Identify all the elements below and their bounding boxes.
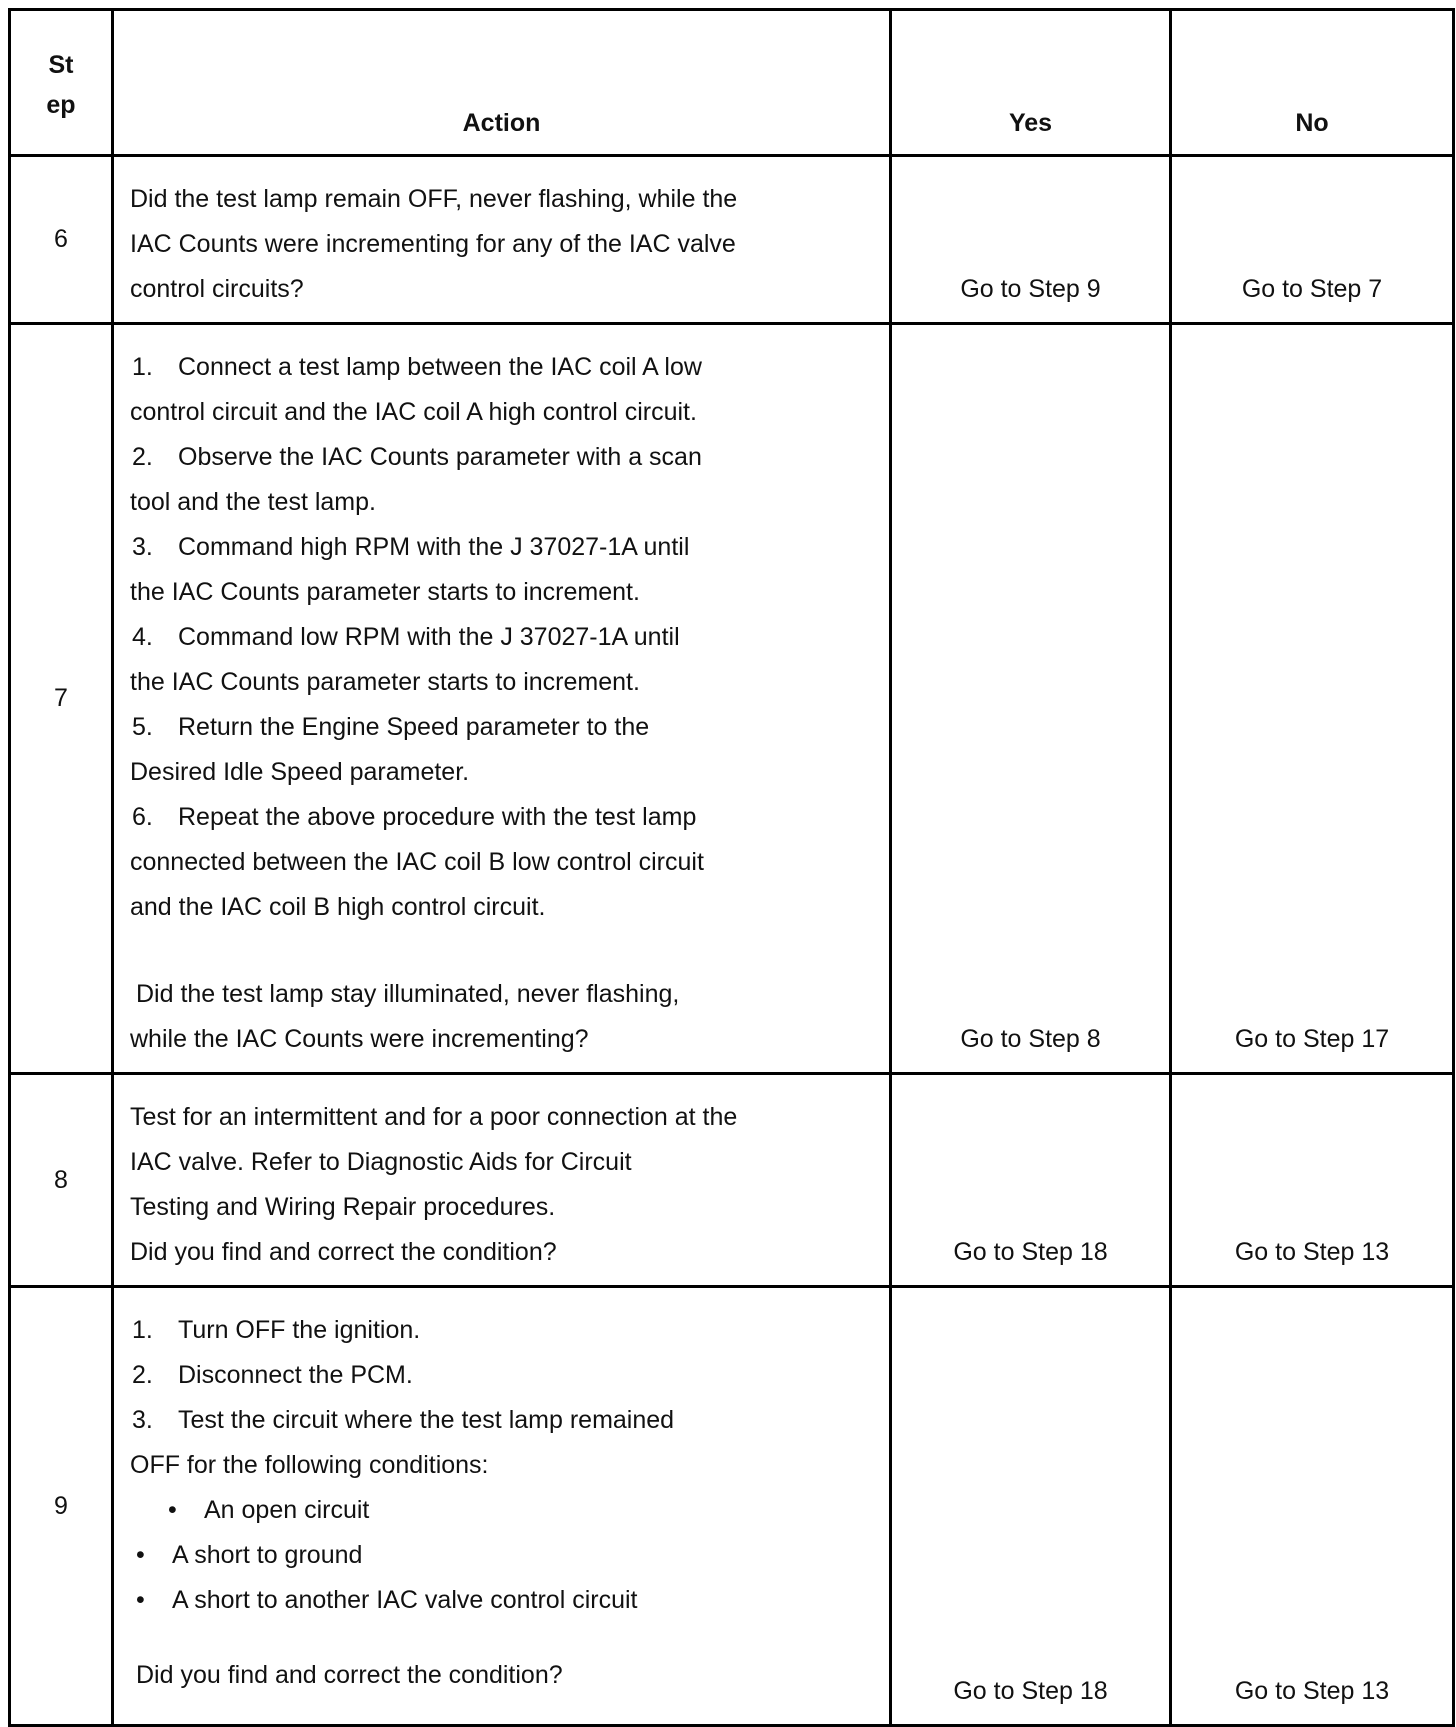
table-row bbox=[10, 156, 1454, 324]
no-result: Go to Step 13 bbox=[1171, 1074, 1454, 1287]
bullet-icon: • bbox=[168, 1496, 177, 1524]
header-action: Action bbox=[113, 10, 891, 156]
yes-result: Go to Step 18 bbox=[891, 1074, 1171, 1287]
no-result: Go to Step 13 bbox=[1171, 1287, 1454, 1726]
table-row bbox=[10, 1074, 1454, 1287]
bullet-icon: • bbox=[136, 1586, 145, 1614]
bullet-item: • A short to ground bbox=[130, 1533, 875, 1578]
action-item: 2. Disconnect the PCM. bbox=[132, 1361, 413, 1389]
action-item: 4. Command low RPM with the J 37027-1A until bbox=[132, 623, 680, 651]
yes-result: Go to Step 18 bbox=[891, 1287, 1171, 1726]
action-item: 1. Connect a test lamp between the IAC coil A low bbox=[132, 353, 702, 381]
table-row bbox=[10, 1287, 1454, 1726]
step-number: 9 bbox=[10, 1287, 113, 1726]
yes-result: Go to Step 9 bbox=[891, 156, 1171, 324]
action-item: 3. Command high RPM with the J 37027-1A until bbox=[132, 533, 690, 561]
step-number: 7 bbox=[10, 324, 113, 1074]
action-question: Did the test lamp stay illuminated, never flashing, bbox=[136, 980, 680, 1008]
bullet-item: • An open circuit bbox=[130, 1488, 875, 1533]
diagnostic-steps-table bbox=[8, 8, 1455, 1727]
action-item: 2. Observe the IAC Counts parameter with a scan bbox=[132, 443, 702, 471]
no-result: Go to Step 7 bbox=[1171, 156, 1454, 324]
action-item: 5. Return the Engine Speed parameter to the bbox=[132, 713, 650, 741]
header-yes: Yes bbox=[891, 10, 1171, 156]
bullet-item: • A short to another IAC valve control circuit bbox=[130, 1578, 875, 1623]
bullet-icon: • bbox=[136, 1541, 145, 1569]
table-header-row bbox=[10, 10, 1454, 156]
header-no: No bbox=[1171, 10, 1454, 156]
step-number: 8 bbox=[10, 1074, 113, 1287]
action-cell: Test for an intermittent and for a poor connection at the IAC valve. Refer to Diagnostic Aids for Circuit Testing and Wiring Repair procedures. Did you find and correct the condition? bbox=[113, 1074, 891, 1287]
action-item: 6. Repeat the above procedure with the test lamp bbox=[132, 803, 697, 831]
table-row bbox=[10, 324, 1454, 1074]
action-cell: 1. Connect a test lamp between the IAC coil A low control circuit and the IAC coil A high control circuit. 2. Observe the IAC Counts parameter with a scan tool and the test lamp. 3. Command high RPM with the J 37027-1A until the IAC Counts parameter starts to increment. 4. Command low RPM with the J 37027-1A until the IAC Counts parameter starts to increment. 5. Return the Engine Speed parameter to the Desired Idle Speed parameter. 6. Repeat the above procedure with the test lamp connected between the IAC coil B low control circuit and the IAC coil B high control circuit. Did the test lamp stay illuminated, never flashing, while the IAC Counts were incrementing? bbox=[113, 324, 891, 1074]
action-cell: Did the test lamp remain OFF, never flashing, while the IAC Counts were incrementing for any of the IAC valve control circuits? bbox=[113, 156, 891, 324]
action-question: Did you find and correct the condition? bbox=[136, 1661, 563, 1689]
action-item: 1. Turn OFF the ignition. bbox=[132, 1316, 421, 1344]
no-result: Go to Step 17 bbox=[1171, 324, 1454, 1074]
action-item: 3. Test the circuit where the test lamp remained bbox=[132, 1406, 675, 1434]
step-number: 6 bbox=[10, 156, 113, 324]
yes-result: Go to Step 8 bbox=[891, 324, 1171, 1074]
action-cell: 1. Turn OFF the ignition. 2. Disconnect the PCM. 3. Test the circuit where the test lamp remained OFF for the following conditions: • An open circuit • A short to ground • A short to another IAC valve control circuit Did you find and correct the condition? bbox=[113, 1287, 891, 1726]
header-step: St ep bbox=[10, 10, 113, 156]
